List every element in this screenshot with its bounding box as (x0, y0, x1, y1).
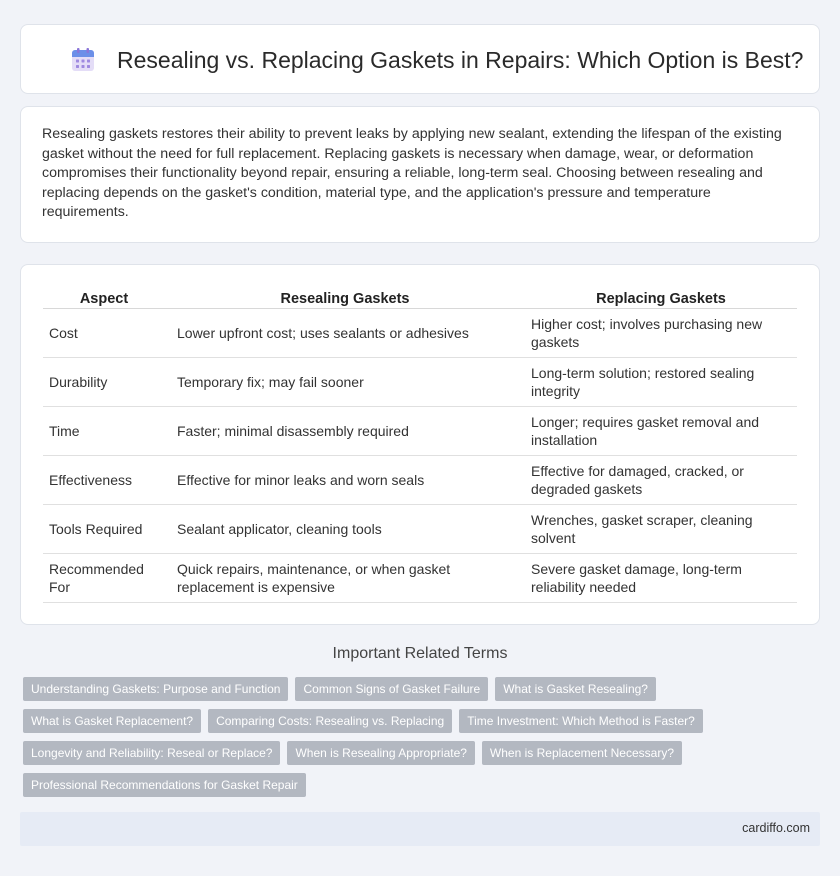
table-row (43, 505, 797, 554)
comparison-card (20, 264, 820, 625)
header-card (20, 24, 820, 94)
table-row (43, 309, 797, 358)
table-row (43, 554, 797, 603)
cell-resealing: Temporary fix; may fail sooner (169, 358, 525, 407)
cell-resealing: Sealant applicator, cleaning tools (169, 505, 525, 554)
related-terms-list (23, 677, 823, 805)
related-term-tag[interactable]: When is Resealing Appropriate? (287, 741, 474, 765)
related-term-tag[interactable]: What is Gasket Replacement? (23, 709, 201, 733)
related-terms-title: Important Related Terms (332, 645, 508, 662)
cell-replacing: Severe gasket damage, long-term reliability needed (525, 554, 797, 603)
related-term-tag[interactable]: What is Gasket Resealing? (495, 677, 656, 701)
cell-aspect: Time (43, 407, 169, 456)
related-term-tag[interactable]: Time Investment: Which Method is Faster? (459, 709, 703, 733)
cell-replacing: Longer; requires gasket removal and installation (525, 407, 797, 456)
comparison-table (43, 289, 797, 603)
footer (20, 812, 820, 846)
related-term-tag[interactable]: When is Replacement Necessary? (482, 741, 682, 765)
header-resealing: Resealing Gaskets (169, 289, 525, 309)
table-row (43, 358, 797, 407)
table-row (43, 407, 797, 456)
footer-site-link[interactable]: cardiffo.com (742, 821, 810, 835)
header-aspect: Aspect (43, 289, 169, 309)
cell-aspect: Tools Required (43, 505, 169, 554)
cell-aspect: Recommended For (43, 554, 169, 603)
cell-replacing: Effective for damaged, cracked, or degraded gaskets (525, 456, 797, 505)
table-row (43, 456, 797, 505)
header-replacing: Replacing Gaskets (525, 289, 797, 309)
intro-text: Resealing gaskets restores their ability to prevent leaks by applying new sealant, extending the lifespan of the existing gasket without the need for full replacement. Replacing gaskets is necessary when damage, wear, or deformation compromises their functionality beyond repair, ensuring a reliable, long-term seal. Choosing between resealing and replacing depends on the gasket's condition, material type, and the application's pressure and temperature requirements. (42, 126, 782, 221)
calendar-icon (69, 46, 97, 74)
cell-resealing: Lower upfront cost; uses sealants or adhesives (169, 309, 525, 358)
cell-replacing: Wrenches, gasket scraper, cleaning solvent (525, 505, 797, 554)
related-term-tag[interactable]: Comparing Costs: Resealing vs. Replacing (208, 709, 452, 733)
cell-aspect: Effectiveness (43, 456, 169, 505)
cell-aspect: Durability (43, 358, 169, 407)
cell-replacing: Long-term solution; restored sealing integrity (525, 358, 797, 407)
cell-resealing: Quick repairs, maintenance, or when gasket replacement is expensive (169, 554, 525, 603)
intro-card (20, 106, 820, 243)
cell-resealing: Effective for minor leaks and worn seals (169, 456, 525, 505)
related-term-tag[interactable]: Longevity and Reliability: Reseal or Replace? (23, 741, 280, 765)
cell-aspect: Cost (43, 309, 169, 358)
related-term-tag[interactable]: Understanding Gaskets: Purpose and Function (23, 677, 288, 701)
page-title: Resealing vs. Replacing Gaskets in Repairs: Which Option is Best? (117, 47, 804, 73)
cell-resealing: Faster; minimal disassembly required (169, 407, 525, 456)
table-header-row (43, 289, 797, 309)
related-term-tag[interactable]: Professional Recommendations for Gasket Repair (23, 773, 306, 797)
related-term-tag[interactable]: Common Signs of Gasket Failure (295, 677, 488, 701)
cell-replacing: Higher cost; involves purchasing new gaskets (525, 309, 797, 358)
